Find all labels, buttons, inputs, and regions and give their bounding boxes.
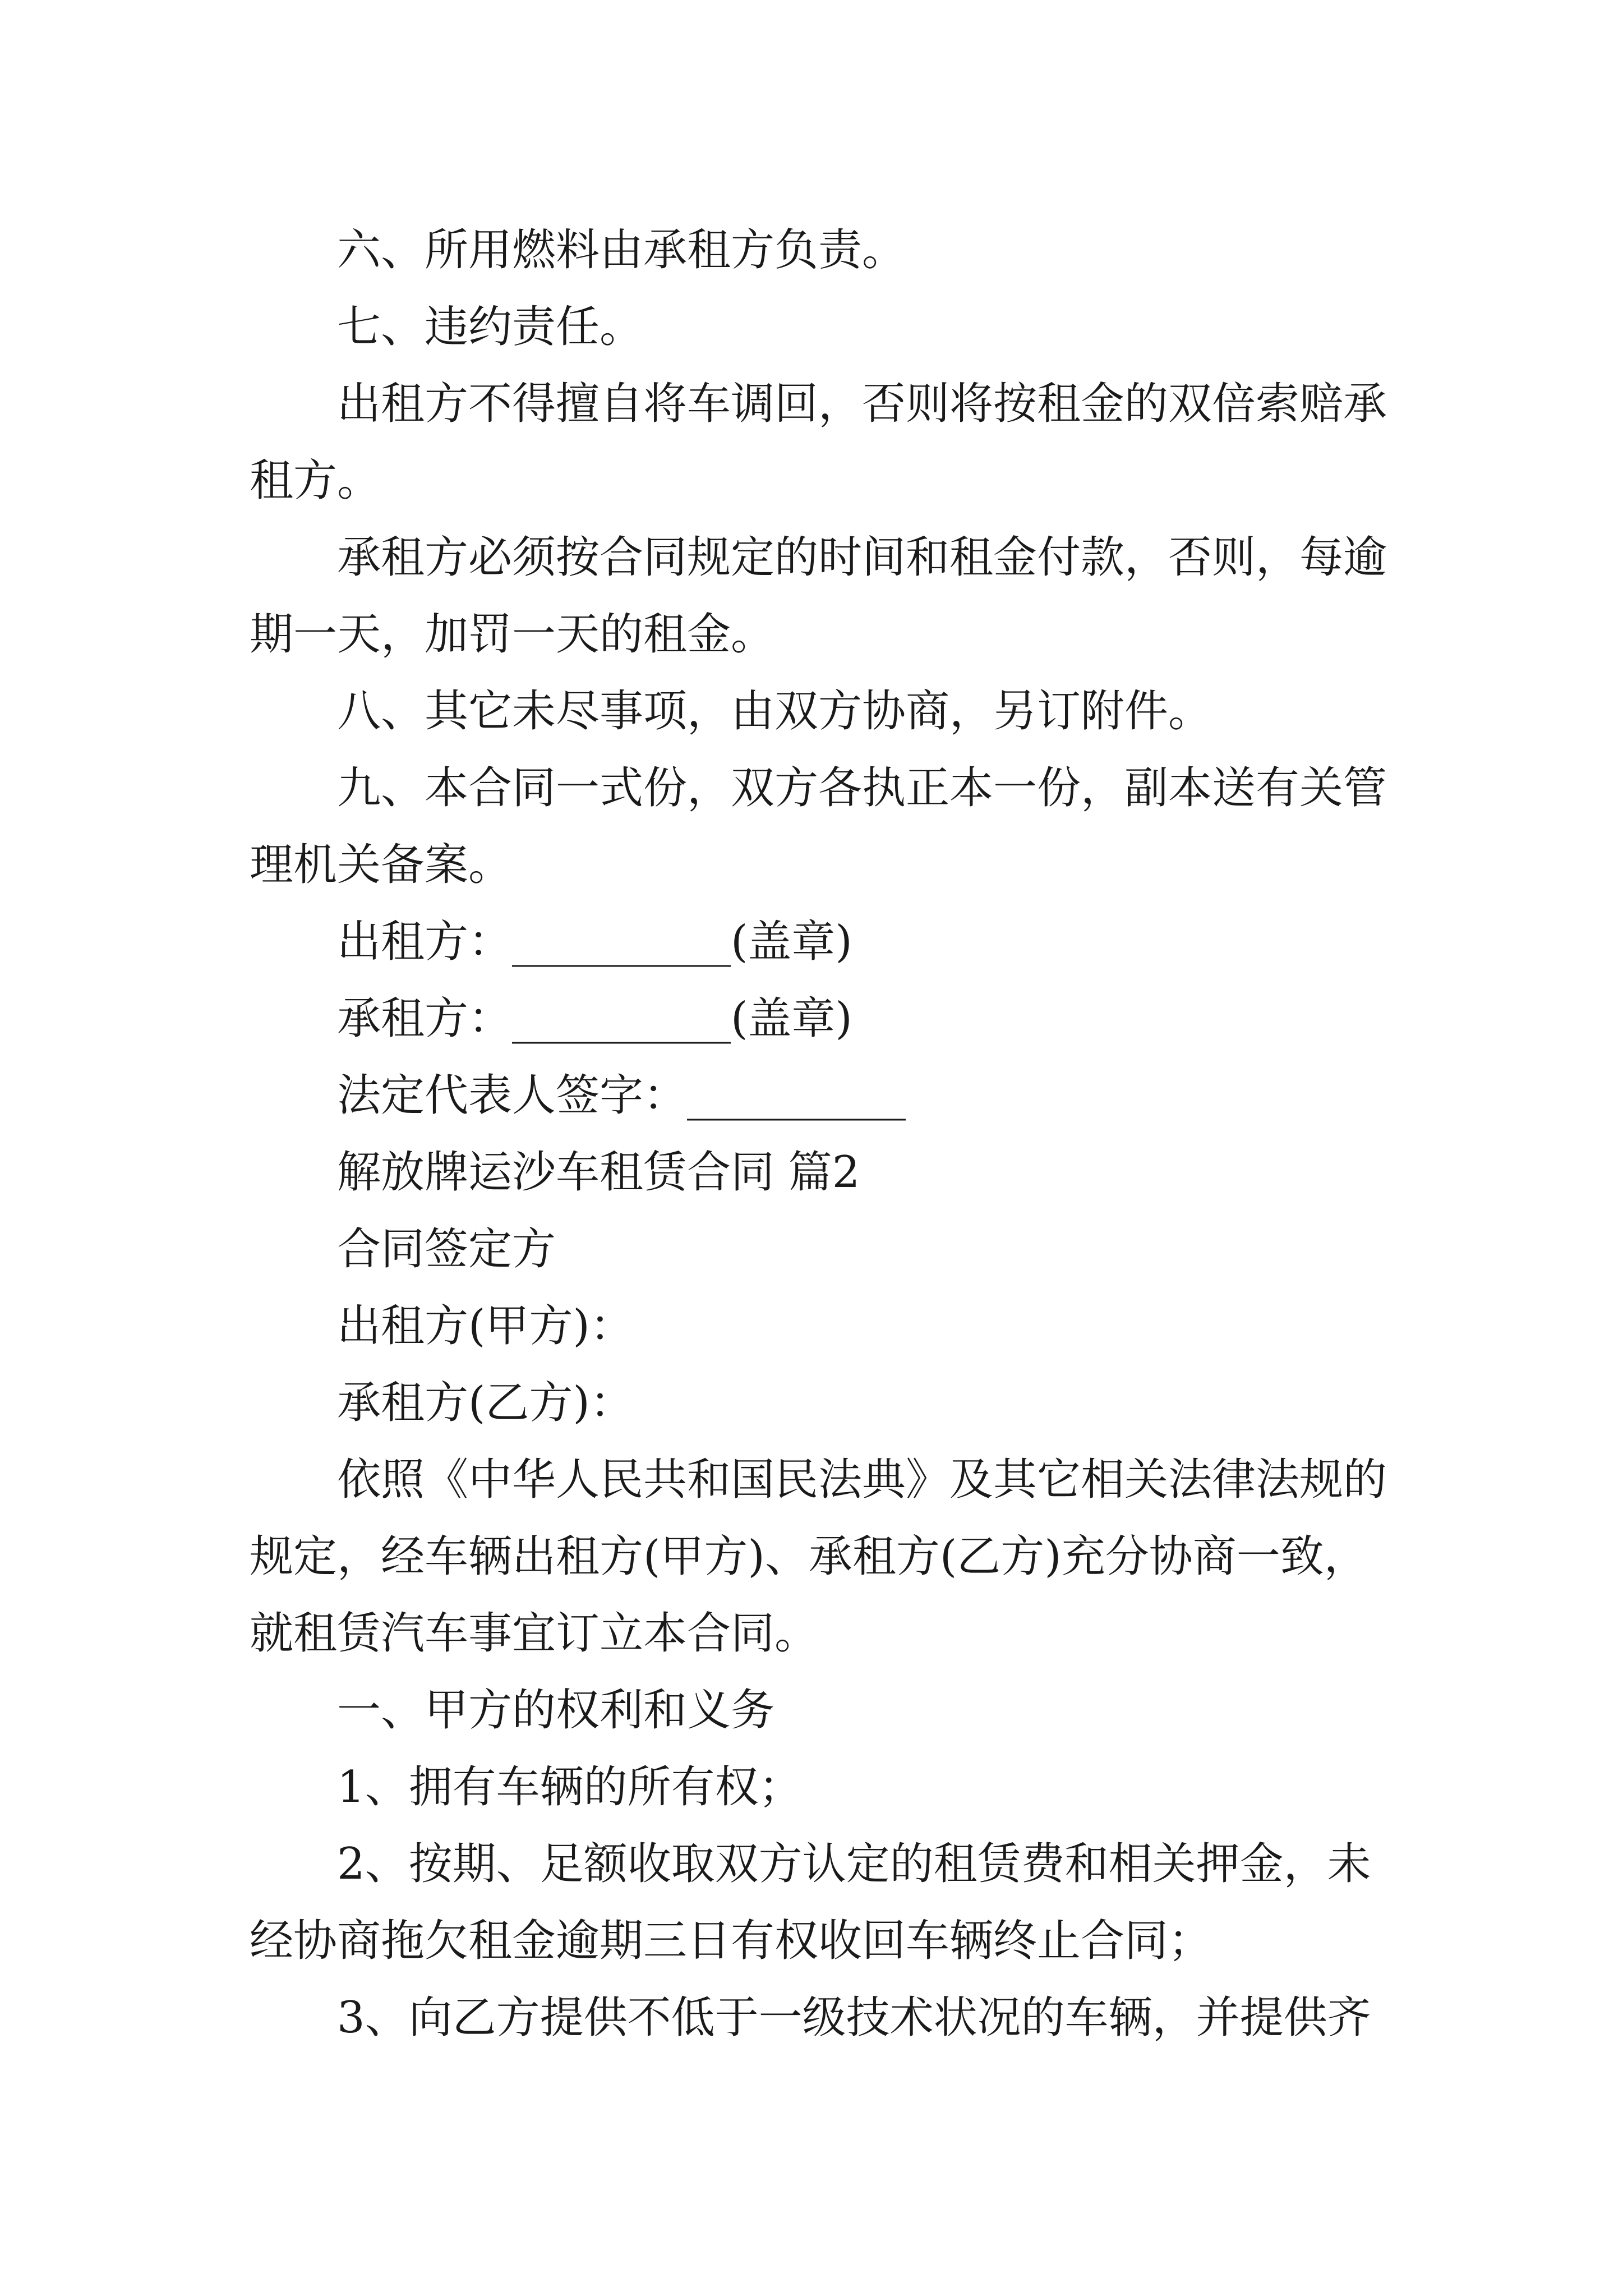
text-line: 3、向乙方提供不低于一级技术状况的车辆，并提供齐 — [337, 1993, 1371, 2043]
text-line: 出租方不得擅自将车调回，否则将按租金的双倍索赔承 — [337, 379, 1387, 429]
text-line: 承租方(乙方)： — [337, 1378, 634, 1428]
text-line: 法定代表人签字：__________ — [337, 1070, 906, 1121]
text-line: 九、本合同一式份，双方各执正本一份，副本送有关管 — [337, 763, 1387, 813]
document-body — [250, 212, 1394, 2056]
text-line: 期一天，加罚一天的租金。 — [250, 609, 775, 660]
text-line: 解放牌运沙车租赁合同 篇2 — [337, 1147, 860, 1198]
text-line: 租方。 — [250, 455, 381, 506]
text-line: 出租方：__________(盖章) — [337, 917, 852, 967]
text-line: 就租赁汽车事宜订立本合同。 — [250, 1608, 819, 1659]
text-line: 理机关备案。 — [250, 840, 513, 890]
text-line: 六、所用燃料由承租方负责。 — [337, 225, 906, 275]
text-line: 一、甲方的权利和义务 — [337, 1685, 775, 1736]
text-line: 八、其它未尽事项，由双方协商，另订附件。 — [337, 686, 1212, 737]
text-line: 依照《中华人民共和国民法典》及其它相关法律法规的 — [337, 1455, 1387, 1505]
text-line: 承租方必须按合同规定的时间和租金付款，否则，每逾 — [337, 532, 1387, 583]
text-line: 2、按期、足额收取双方认定的租赁费和相关押金，未 — [337, 1839, 1371, 1889]
text-line: 规定，经车辆出租方(甲方)、承租方(乙方)充分协商一致， — [250, 1531, 1368, 1582]
text-line: 承租方：__________(盖章) — [337, 993, 852, 1044]
text-line: 经协商拖欠租金逾期三日有权收回车辆终止合同； — [250, 1916, 1212, 1966]
text-line: 七、违约责任。 — [337, 302, 644, 352]
text-line: 合同签定方 — [337, 1224, 556, 1274]
text-line: 出租方(甲方)： — [337, 1301, 634, 1351]
text-line: 1、拥有车辆的所有权； — [337, 1762, 803, 1812]
